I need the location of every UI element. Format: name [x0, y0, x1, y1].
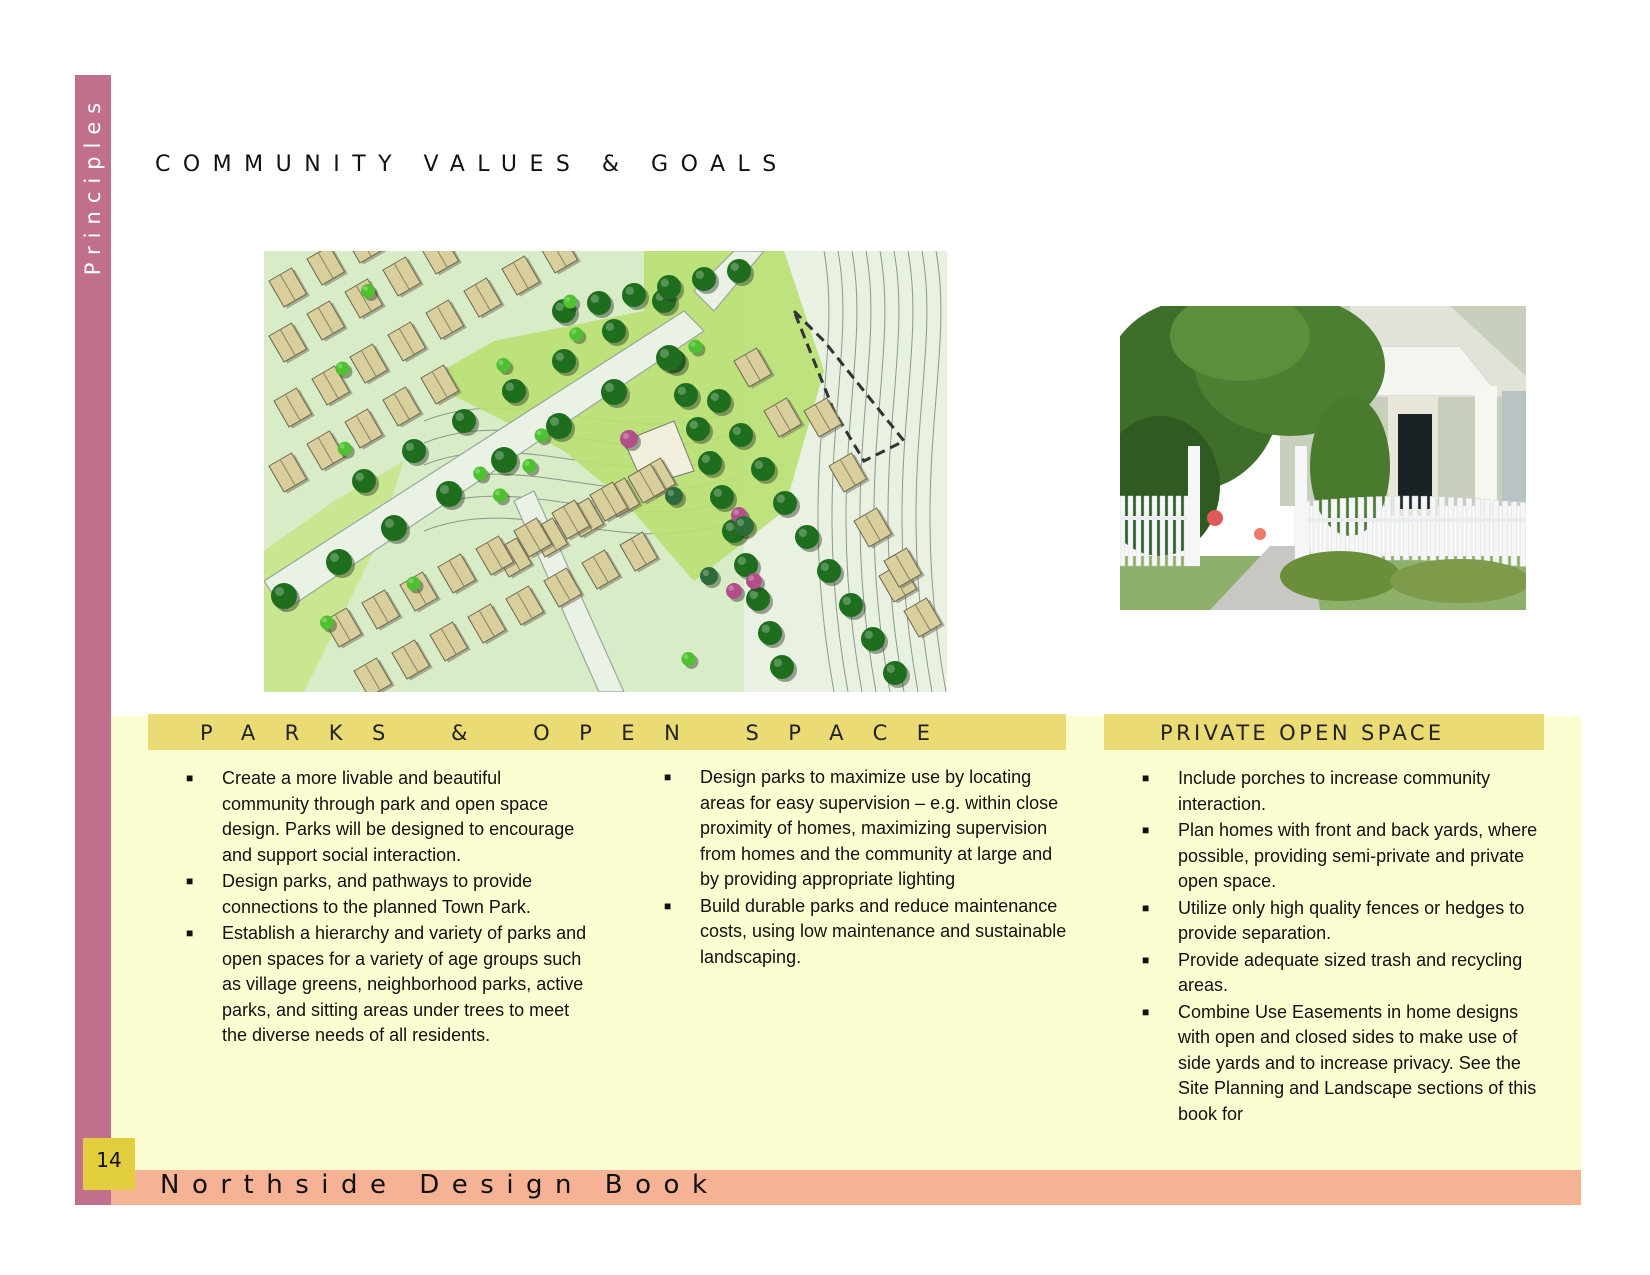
list-item: ■ Establish a hierarchy and variety of parks and open spaces for a variety of age groups such as village greens, neighborhood parks, active parks, and sitting areas under trees to meet the diverse needs of all residents.: [186, 923, 587, 1045]
private-section-header: [1104, 714, 1544, 750]
parks-column-1: [186, 766, 592, 1050]
sidebar-label: [75, 80, 111, 290]
bullet-icon: ■: [1142, 900, 1150, 915]
list-item: ■ Create a more livable and beautiful community through park and open space design. Parks will be designed to encourage and support social interaction.: [186, 768, 575, 865]
list-item: ■ Plan homes with front and back yards, where possible, providing semi-private and private open space.: [1142, 820, 1538, 891]
list-item: ■ Provide adequate sized trash and recycling areas.: [1142, 949, 1523, 995]
parks-section-title: PARKS & OPEN SPACE: [200, 721, 960, 745]
bullet-icon: ■: [1142, 952, 1150, 967]
sidebar-label-text: Principles: [81, 94, 106, 276]
bullet-icon: ■: [664, 770, 672, 784]
house-with-trellis-photo: [1120, 306, 1526, 610]
bullet-icon: ■: [186, 926, 194, 940]
parks-section-header: [148, 714, 1066, 750]
page-number-box: [83, 1138, 135, 1190]
list-item: ■ Design parks to maximize use by locating areas for easy supervision – e.g. within close proximity of homes, maximizing supervision from homes and the community at large and by providing appropriate lighting: [664, 767, 1059, 889]
bullet-icon: ■: [1142, 823, 1150, 837]
site-plan-graphic: [264, 251, 947, 692]
list-item: ■ Combine Use Easements in home designs with open and closed sides to make use of side yards and to increase privacy. See the Site Planning and Landscape sections of this book for: [1142, 1001, 1537, 1124]
list-item: ■ Utilize only high quality fences or hedges to provide separation.: [1142, 897, 1525, 943]
bullet-icon: ■: [1142, 1004, 1150, 1019]
page-title: COMMUNITY VALUES & GOALS: [155, 152, 789, 177]
site-plan-illustration: [264, 251, 947, 692]
bullet-icon: ■: [664, 898, 672, 913]
footer-title: Northside Design Book: [160, 1170, 720, 1200]
bullet-icon: ■: [186, 771, 194, 785]
list-item: ■ Include porches to increase community interaction.: [1142, 768, 1491, 814]
list-item: ■ Design parks, and pathways to provide connections to the planned Town Park.: [186, 871, 533, 917]
bullet-icon: ■: [1142, 771, 1150, 785]
list-item: ■ Build durable parks and reduce maintenance costs, using low maintenance and sustainable landscaping.: [664, 895, 1067, 967]
parks-column-2: [664, 765, 1070, 971]
page-number: 14: [96, 1148, 122, 1172]
private-section-title: PRIVATE OPEN SPACE: [1160, 721, 1445, 745]
private-column: [1142, 766, 1538, 1128]
bullet-icon: ■: [186, 874, 194, 888]
house-photo-graphic: [1120, 306, 1526, 610]
